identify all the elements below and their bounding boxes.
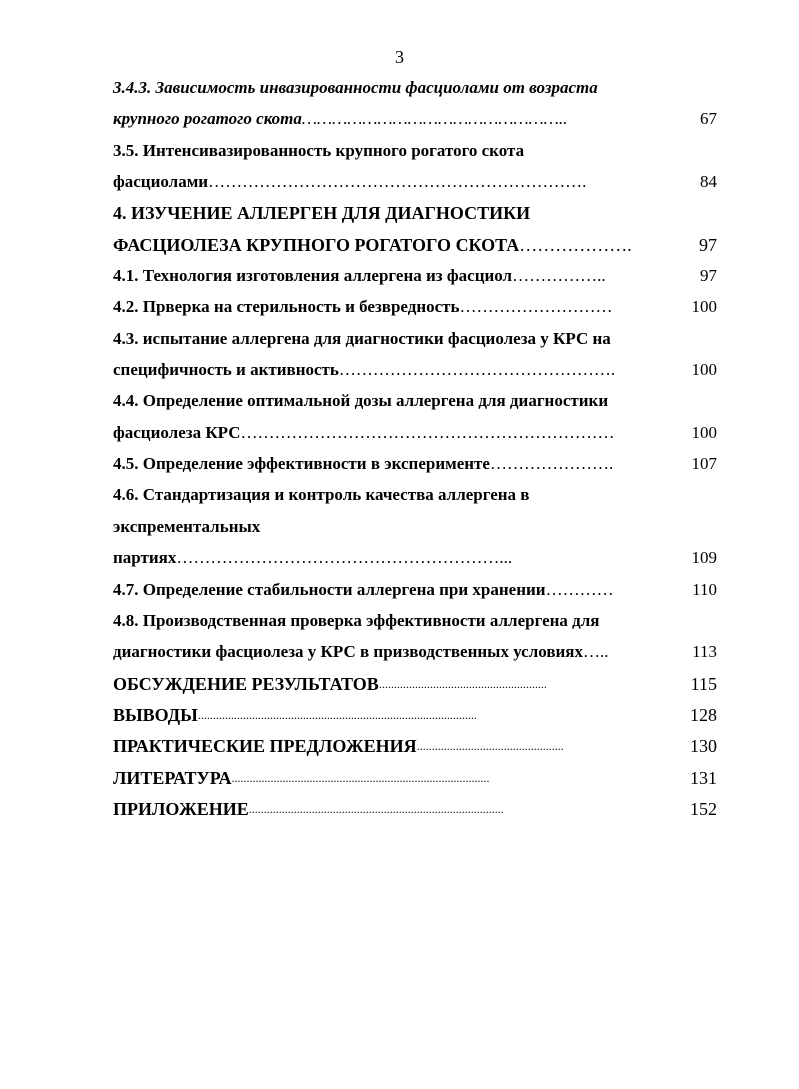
toc-line — [113, 672, 717, 703]
toc-entry-title: ПРАКТИЧЕСКИЕ ПРЕДЛОЖЕНИЯ — [113, 736, 417, 757]
toc-line — [113, 233, 717, 264]
toc-entry-title: крупного рогатого скота — [113, 109, 302, 129]
toc-page-number: 115 — [690, 673, 717, 694]
toc-page-number: 152 — [690, 798, 717, 819]
toc-page-number: 84 — [700, 172, 717, 192]
toc-dot-leader: ................................................. — [416, 739, 564, 754]
toc-line — [113, 170, 717, 201]
toc-entry-title: партиях — [113, 548, 177, 568]
toc-dot-leader: …………………………………………. — [338, 360, 616, 380]
page-number: 3 — [395, 47, 404, 67]
toc-entry-title: 3.4.3. Зависимость инвазированности фасциолами от возраста — [113, 78, 598, 97]
toc-entry-title: 4.1. Технология изготовления аллергена из фасциол — [113, 266, 513, 286]
toc-page-number: 67 — [700, 109, 717, 129]
toc-line — [113, 766, 717, 797]
toc-entry-title: 4.2. Прверка на стерильность и безвредность — [113, 297, 460, 317]
toc-line — [113, 578, 717, 609]
toc-dot-leader: …………….. — [512, 266, 606, 286]
toc-entry-title: диагностики фасциолеза у КРС в призводственных условиях — [113, 642, 583, 662]
toc-line — [113, 734, 717, 765]
toc-page-number: 128 — [690, 704, 717, 725]
toc-entry-title: 4.8. Производственная проверка эффективности аллергена для — [113, 610, 600, 630]
toc-line — [113, 797, 717, 828]
toc-page-number: 130 — [690, 736, 717, 757]
toc-page-number: 97 — [699, 234, 717, 255]
toc-page-number: 110 — [692, 579, 717, 599]
toc-line — [113, 609, 717, 640]
toc-entry-title: 4.7. Определение стабильности аллергена при хранении — [113, 579, 546, 599]
toc-entry-title: специфичность и активность — [113, 360, 339, 380]
toc-entry-title: 4.6. Стандартизация и контроль качества аллергена в — [113, 485, 530, 505]
toc-dot-leader: ..................................................................................... — [248, 801, 504, 816]
toc-entry-title: экспрементальных — [113, 516, 261, 536]
toc-entry-title: 4.4. Определение оптимальной дозы аллергена для диагностики — [113, 391, 609, 411]
toc-line — [113, 452, 717, 483]
toc-dot-leader: …………………………………………………………. — [208, 172, 587, 192]
toc-dot-leader: ……………………… — [459, 297, 613, 317]
toc-page-number: 100 — [691, 297, 717, 317]
toc-line — [113, 389, 717, 420]
toc-entry-title: ВЫВОДЫ — [113, 704, 198, 725]
toc-line — [113, 264, 717, 295]
toc-line — [113, 703, 717, 734]
toc-entry-title: 4. ИЗУЧЕНИЕ АЛЛЕРГЕН ДЛЯ ДИАГНОСТИКИ — [113, 203, 531, 224]
toc-line — [113, 201, 717, 232]
toc-dot-leader: ………… — [545, 579, 614, 599]
toc-page-number: 113 — [692, 642, 717, 662]
toc-dot-leader: ………………. — [519, 234, 632, 255]
toc-dot-leader: …………………………………………….. — [301, 109, 568, 129]
toc-line — [113, 76, 717, 107]
toc-dot-leader: ...................................................................................... — [231, 770, 490, 785]
toc-dot-leader: ........................................................ — [378, 676, 547, 691]
toc-page-number: 97 — [700, 266, 717, 286]
toc-dot-leader: ………………………………………………………… — [240, 422, 615, 442]
toc-page-number: 107 — [691, 454, 717, 474]
toc-line — [113, 295, 717, 326]
toc-page-number: 100 — [691, 422, 717, 442]
toc-line — [113, 421, 717, 452]
toc-entry-title: ОБСУЖДЕНИЕ РЕЗУЛЬТАТОВ — [113, 673, 379, 694]
toc-dot-leader: …………………. — [489, 454, 614, 474]
toc-line — [113, 327, 717, 358]
toc-page-number: 131 — [690, 767, 717, 788]
toc-line — [113, 546, 717, 577]
toc-page-number: 100 — [691, 360, 717, 380]
toc-entry-title: 4.3. испытание аллергена для диагностики фасциолеза у КРС на — [113, 328, 611, 348]
table-of-contents — [113, 76, 717, 828]
toc-entry-title: 4.5. Определение эффективности в эксперименте — [113, 454, 490, 474]
toc-entry-title: фасциолеза КРС — [113, 422, 241, 442]
toc-dot-leader: ............................................................................................. — [197, 707, 477, 722]
toc-line — [113, 139, 717, 170]
toc-line — [113, 107, 717, 138]
toc-line — [113, 515, 717, 546]
toc-entry-title: ПРИЛОЖЕНИЕ — [113, 798, 249, 819]
toc-entry-title: ЛИТЕРАТУРА — [113, 767, 232, 788]
toc-entry-title: фасциолами — [113, 172, 209, 192]
toc-page-number: 109 — [691, 548, 717, 568]
toc-dot-leader: …………………………………………………... — [176, 548, 513, 568]
toc-dot-leader: ….. — [583, 642, 609, 662]
toc-entry-title: ФАСЦИОЛЕЗА КРУПНОГО РОГАТОГО СКОТА — [113, 234, 520, 255]
toc-line — [113, 640, 717, 671]
toc-line — [113, 483, 717, 514]
toc-entry-title: 3.5. Интенсивазированность крупного рогатого скота — [113, 140, 525, 160]
toc-line — [113, 358, 717, 389]
